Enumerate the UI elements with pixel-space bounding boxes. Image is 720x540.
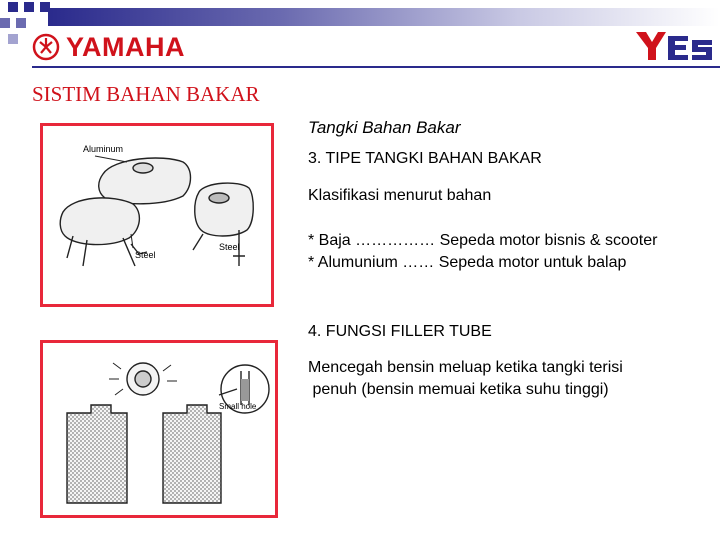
label-small-hole: Small hole	[219, 402, 257, 411]
yamaha-tuning-fork-logo-icon	[32, 33, 60, 61]
yamaha-logo	[32, 30, 185, 64]
section4-heading: 4. FUNGSI FILLER TUBE	[308, 323, 492, 340]
fuel-tank-types-figure	[40, 123, 274, 307]
section4-line-2: penuh (bensin memuai ketika suhu tinggi)	[308, 381, 609, 398]
section4-line-1: Mencegah bensin meluap ketika tangki terisi	[308, 359, 623, 376]
bullet-aluminum: * Alumunium …… Sepeda motor untuk balap	[308, 254, 627, 271]
subtitle: Tangki Bahan Bakar	[308, 118, 461, 137]
section3-heading: 3. TIPE TANGKI BAHAN BAKAR	[308, 150, 542, 167]
label-aluminum: Aluminum	[83, 144, 124, 154]
classification-label: Klasifikasi menurut bahan	[308, 187, 492, 204]
header-gradient-bar	[48, 8, 720, 26]
yes-logo	[632, 28, 714, 64]
filler-tube-figure	[40, 340, 278, 518]
label-steel-1: Steel	[135, 250, 156, 260]
label-steel-2: Steel	[219, 242, 240, 252]
header-divider	[32, 66, 720, 68]
brand-name: YAMAHA	[66, 31, 186, 62]
bullet-steel: * Baja …………… Sepeda motor bisnis & scooter	[308, 232, 658, 249]
page-title: SISTIM BAHAN BAKAR	[32, 82, 260, 106]
